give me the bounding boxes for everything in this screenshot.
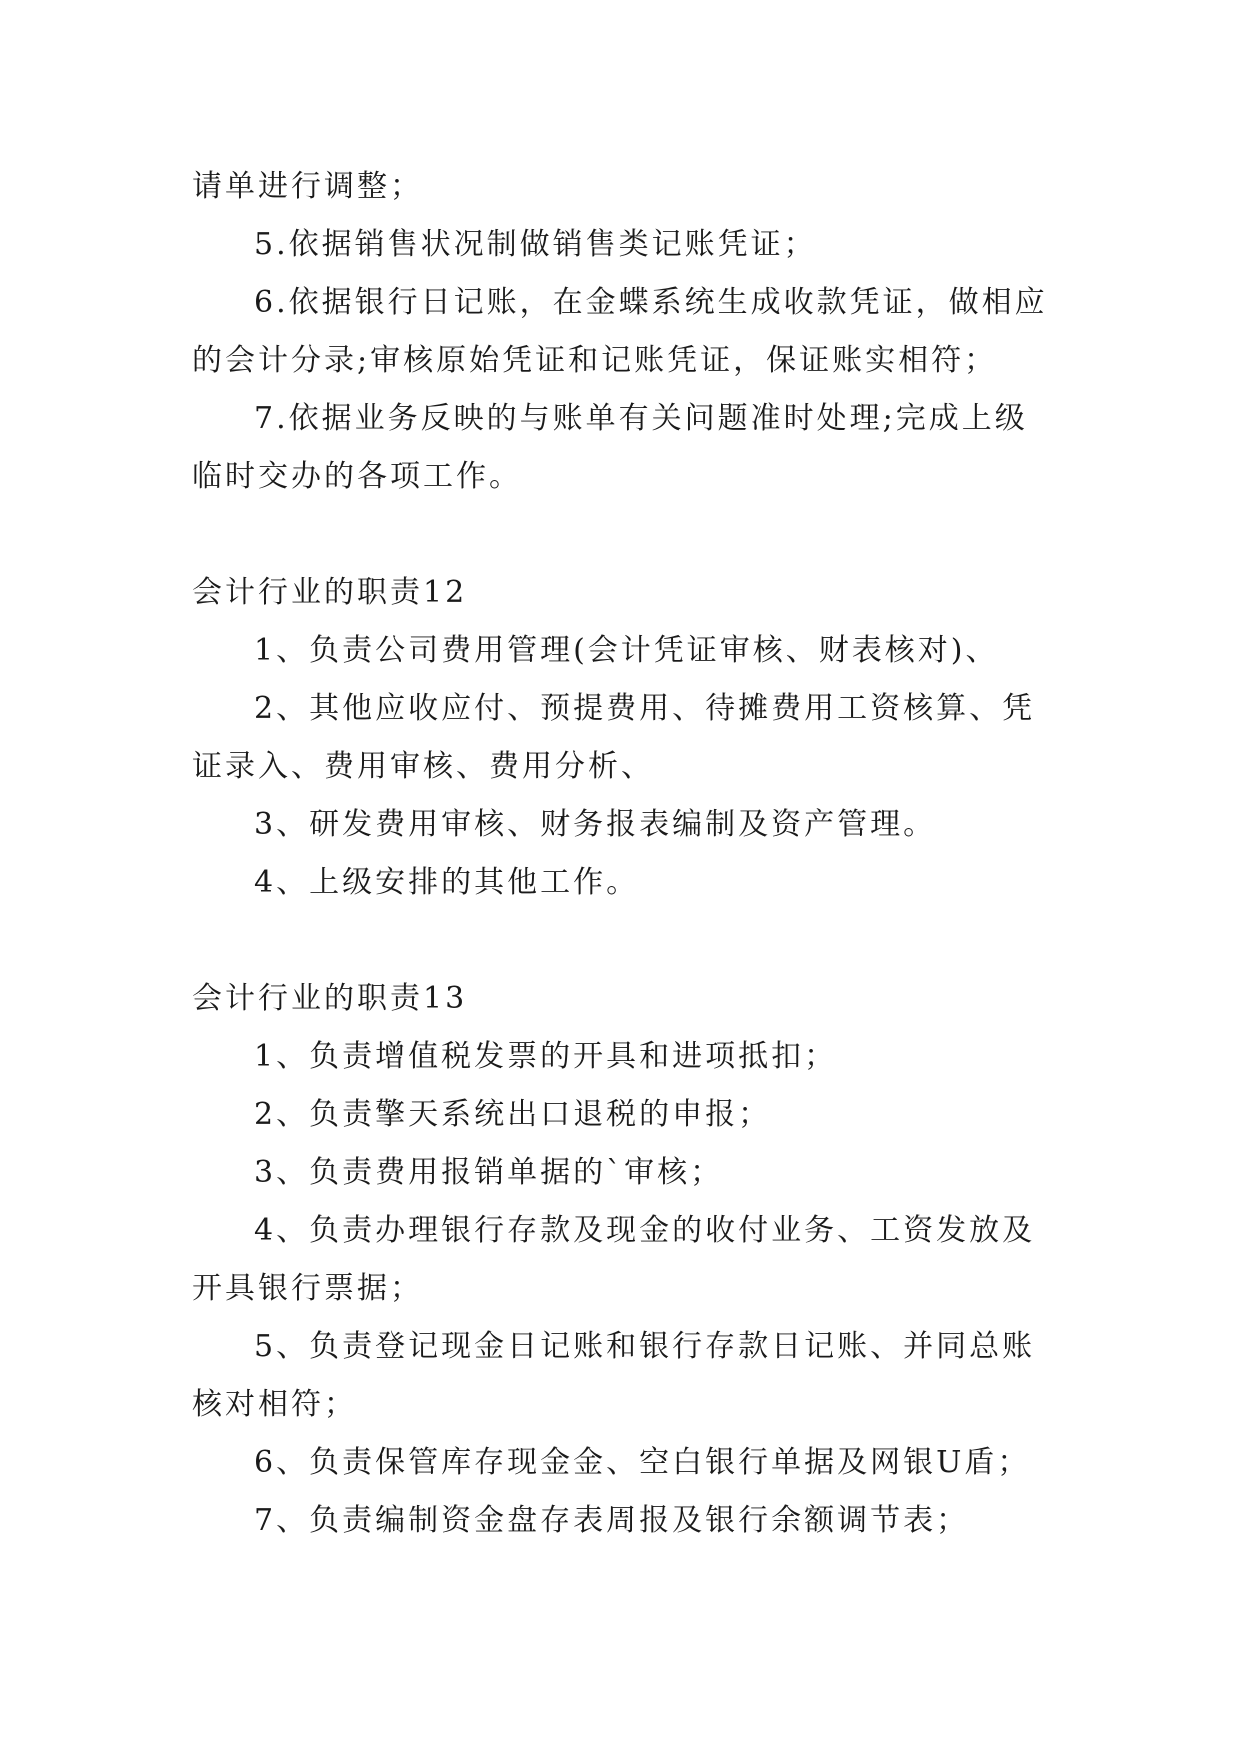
section-spacer bbox=[192, 506, 1052, 564]
list-item-continuation: 核对相符； bbox=[192, 1387, 357, 1422]
list-item: 2、负责擎天系统出口退税的申报； bbox=[254, 1097, 772, 1132]
list-item: 1、负责公司费用管理(会计凭证审核、财表核对)、 bbox=[254, 633, 999, 668]
paragraph-line: 7.依据业务反映的与账单有关问题准时处理;完成上级 bbox=[254, 401, 1028, 436]
section-title-12: 会计行业的职责12 bbox=[192, 575, 468, 610]
list-item: 7、负责编制资金盘存表周报及银行余额调节表； bbox=[254, 1503, 970, 1538]
document-page bbox=[192, 158, 1052, 1550]
section-spacer bbox=[192, 912, 1052, 970]
paragraph-line: 请单进行调整； bbox=[192, 169, 423, 204]
list-item-continuation: 证录入、费用审核、费用分析、 bbox=[192, 749, 654, 784]
paragraph-line: 5.依据销售状况制做销售类记账凭证； bbox=[254, 227, 817, 262]
paragraph-line: 6.依据银行日记账，在金蝶系统生成收款凭证，做相应 bbox=[254, 285, 1048, 320]
section-title-13: 会计行业的职责13 bbox=[192, 981, 468, 1016]
list-item-continuation: 开具银行票据； bbox=[192, 1271, 423, 1306]
list-item: 2、其他应收应付、预提费用、待摊费用工资核算、凭 bbox=[254, 691, 1036, 726]
list-item: 6、负责保管库存现金金、空白银行单据及网银U盾； bbox=[254, 1445, 1031, 1480]
paragraph-line: 临时交办的各项工作。 bbox=[192, 459, 522, 494]
list-item: 3、研发费用审核、财务报表编制及资产管理。 bbox=[254, 807, 937, 842]
paragraph-line: 的会计分录;审核原始凭证和记账凭证，保证账实相符； bbox=[192, 343, 998, 378]
list-item: 4、上级安排的其他工作。 bbox=[254, 865, 640, 900]
list-item: 5、负责登记现金日记账和银行存款日记账、并同总账 bbox=[254, 1329, 1036, 1364]
list-item: 3、负责费用报销单据的`审核； bbox=[254, 1155, 724, 1190]
list-item: 4、负责办理银行存款及现金的收付业务、工资发放及 bbox=[254, 1213, 1036, 1248]
list-item: 1、负责增值税发票的开具和进项抵扣； bbox=[254, 1039, 838, 1074]
